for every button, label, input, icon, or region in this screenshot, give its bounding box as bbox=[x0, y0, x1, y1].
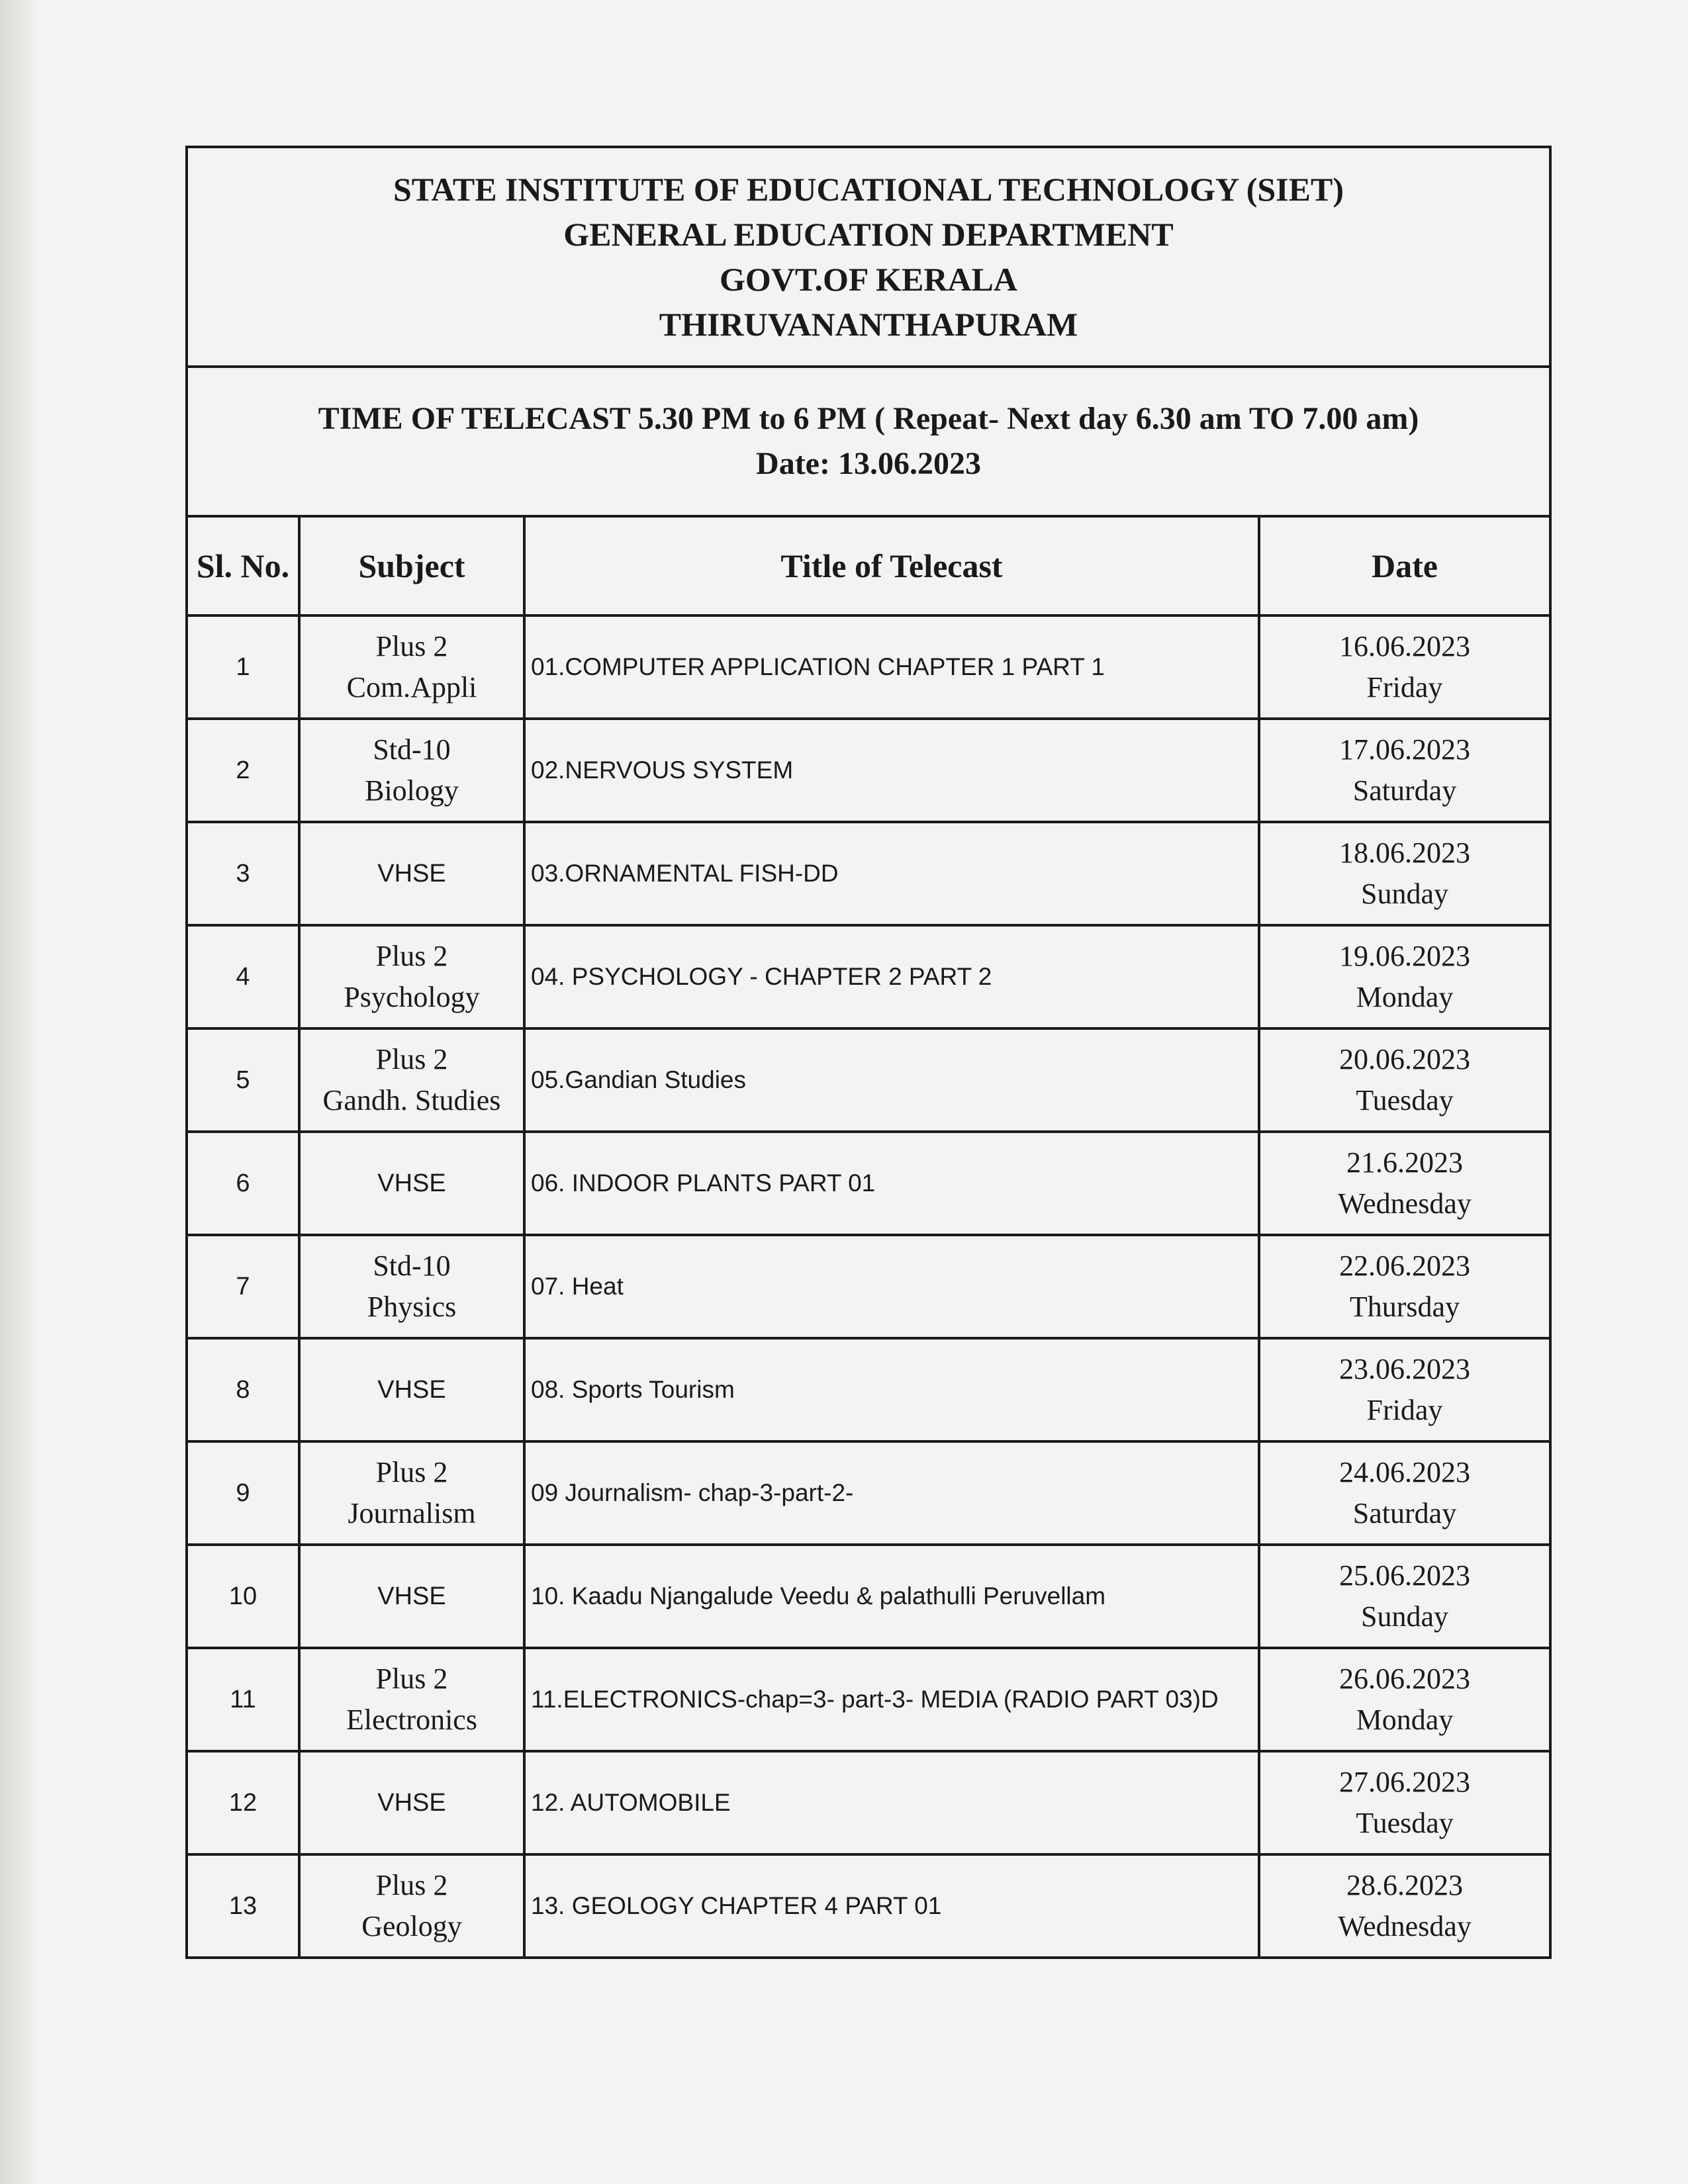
subject-line: VHSE bbox=[377, 1169, 446, 1197]
subject-line: Journalism bbox=[348, 1497, 476, 1529]
institution-name: STATE INSTITUTE OF EDUCATIONAL TECHNOLOGY (SIET) bbox=[393, 171, 1344, 208]
date-value: 23.06.2023 bbox=[1339, 1353, 1470, 1385]
day-value: Wednesday bbox=[1338, 1910, 1472, 1942]
government-name: GOVT.OF KERALA bbox=[719, 261, 1018, 298]
telecast-schedule-table bbox=[185, 146, 1552, 1959]
telecast-title-cell: 11.ELECTRONICS-chap=3- part-3- MEDIA (RADIO PART 03)D bbox=[524, 1648, 1259, 1751]
subject-cell bbox=[299, 1545, 524, 1648]
day-value: Monday bbox=[1356, 1704, 1454, 1736]
date-cell bbox=[1259, 925, 1550, 1028]
table-row bbox=[187, 1132, 1550, 1235]
date-value: 24.06.2023 bbox=[1339, 1456, 1470, 1488]
serial-number-cell: 11 bbox=[187, 1648, 299, 1751]
subject-line: Std-10 bbox=[373, 1250, 451, 1282]
date-cell bbox=[1259, 1545, 1550, 1648]
subject-line: Biology bbox=[365, 774, 459, 807]
telecast-title-cell: 07. Heat bbox=[524, 1235, 1259, 1338]
serial-number-cell: 1 bbox=[187, 615, 299, 719]
telecast-info-row bbox=[187, 367, 1550, 516]
date-value: 21.6.2023 bbox=[1346, 1146, 1463, 1179]
telecast-title-cell: 01.COMPUTER APPLICATION CHAPTER 1 PART 1 bbox=[524, 615, 1259, 719]
serial-number-cell: 7 bbox=[187, 1235, 299, 1338]
serial-number-cell: 12 bbox=[187, 1751, 299, 1854]
department-name: GENERAL EDUCATION DEPARTMENT bbox=[563, 216, 1174, 253]
subject-line: VHSE bbox=[377, 860, 446, 887]
day-value: Tuesday bbox=[1356, 1084, 1454, 1116]
telecast-title-cell: 10. Kaadu Njangalude Veedu & palathulli Peruvellam bbox=[524, 1545, 1259, 1648]
telecast-title-cell: 02.NERVOUS SYSTEM bbox=[524, 719, 1259, 822]
date-cell bbox=[1259, 1751, 1550, 1854]
subject-line: Geology bbox=[361, 1910, 462, 1942]
serial-number-cell: 9 bbox=[187, 1441, 299, 1545]
day-value: Saturday bbox=[1352, 1497, 1457, 1529]
subject-line: VHSE bbox=[377, 1582, 446, 1610]
table-row bbox=[187, 925, 1550, 1028]
date-value: 27.06.2023 bbox=[1339, 1766, 1470, 1798]
telecast-title-cell: 13. GEOLOGY CHAPTER 4 PART 01 bbox=[524, 1854, 1259, 1958]
subject-line: Plus 2 bbox=[375, 1456, 448, 1488]
table-row bbox=[187, 1235, 1550, 1338]
subject-cell bbox=[299, 615, 524, 719]
subject-line: VHSE bbox=[377, 1376, 446, 1404]
date-cell bbox=[1259, 719, 1550, 822]
column-header-row bbox=[187, 516, 1550, 615]
column-header-date: Date bbox=[1259, 516, 1550, 615]
subject-cell bbox=[299, 822, 524, 925]
subject-cell bbox=[299, 1648, 524, 1751]
subject-cell bbox=[299, 1235, 524, 1338]
telecast-date: Date: 13.06.2023 bbox=[756, 446, 981, 481]
telecast-title-cell: 08. Sports Tourism bbox=[524, 1338, 1259, 1441]
day-value: Friday bbox=[1366, 671, 1443, 704]
date-value: 16.06.2023 bbox=[1339, 630, 1470, 662]
column-header-sl-no: Sl. No. bbox=[187, 516, 299, 615]
subject-line: Plus 2 bbox=[375, 940, 448, 972]
institution-header-row bbox=[187, 147, 1550, 367]
serial-number-cell: 8 bbox=[187, 1338, 299, 1441]
date-cell bbox=[1259, 1338, 1550, 1441]
subject-cell bbox=[299, 925, 524, 1028]
subject-line: Com.Appli bbox=[346, 671, 477, 704]
date-cell bbox=[1259, 1854, 1550, 1958]
column-header-subject: Subject bbox=[299, 516, 524, 615]
column-header-title: Title of Telecast bbox=[524, 516, 1259, 615]
subject-line: Psychology bbox=[344, 981, 480, 1013]
date-value: 18.06.2023 bbox=[1339, 837, 1470, 869]
subject-line: VHSE bbox=[377, 1789, 446, 1817]
date-cell bbox=[1259, 1441, 1550, 1545]
subject-line: Plus 2 bbox=[375, 1662, 448, 1695]
institution-header bbox=[187, 147, 1550, 367]
subject-line: Electronics bbox=[346, 1704, 477, 1736]
date-value: 19.06.2023 bbox=[1339, 940, 1470, 972]
day-value: Tuesday bbox=[1356, 1807, 1454, 1839]
city-name: THIRUVANANTHAPURAM bbox=[659, 306, 1078, 343]
subject-line: Plus 2 bbox=[375, 1869, 448, 1901]
subject-cell bbox=[299, 1441, 524, 1545]
day-value: Wednesday bbox=[1338, 1187, 1472, 1220]
table-row bbox=[187, 1441, 1550, 1545]
subject-line: Physics bbox=[367, 1291, 457, 1323]
date-cell bbox=[1259, 1648, 1550, 1751]
subject-cell bbox=[299, 1028, 524, 1132]
day-value: Friday bbox=[1366, 1394, 1443, 1426]
serial-number-cell: 6 bbox=[187, 1132, 299, 1235]
table-row bbox=[187, 1751, 1550, 1854]
table-row bbox=[187, 1545, 1550, 1648]
subject-cell bbox=[299, 1751, 524, 1854]
serial-number-cell: 10 bbox=[187, 1545, 299, 1648]
serial-number-cell: 13 bbox=[187, 1854, 299, 1958]
subject-line: Plus 2 bbox=[375, 630, 448, 662]
telecast-time: TIME OF TELECAST 5.30 PM to 6 PM ( Repeat- Next day 6.30 am TO 7.00 am) bbox=[318, 401, 1419, 436]
schedule-rows bbox=[187, 615, 1550, 1958]
subject-cell bbox=[299, 719, 524, 822]
table-row bbox=[187, 1338, 1550, 1441]
serial-number-cell: 2 bbox=[187, 719, 299, 822]
table-row bbox=[187, 1028, 1550, 1132]
day-value: Saturday bbox=[1352, 774, 1457, 807]
serial-number-cell: 5 bbox=[187, 1028, 299, 1132]
subject-line: Plus 2 bbox=[375, 1043, 448, 1075]
date-cell bbox=[1259, 615, 1550, 719]
telecast-title-cell: 03.ORNAMENTAL FISH-DD bbox=[524, 822, 1259, 925]
telecast-title-cell: 04. PSYCHOLOGY - CHAPTER 2 PART 2 bbox=[524, 925, 1259, 1028]
telecast-title-cell: 05.Gandian Studies bbox=[524, 1028, 1259, 1132]
table-row bbox=[187, 615, 1550, 719]
date-value: 26.06.2023 bbox=[1339, 1662, 1470, 1695]
subject-cell bbox=[299, 1854, 524, 1958]
telecast-info bbox=[187, 367, 1550, 516]
serial-number-cell: 4 bbox=[187, 925, 299, 1028]
subject-cell bbox=[299, 1132, 524, 1235]
telecast-title-cell: 09 Journalism- chap-3-part-2- bbox=[524, 1441, 1259, 1545]
day-value: Sunday bbox=[1361, 1600, 1448, 1633]
table-row bbox=[187, 719, 1550, 822]
table-row bbox=[187, 822, 1550, 925]
day-value: Monday bbox=[1356, 981, 1454, 1013]
date-cell bbox=[1259, 822, 1550, 925]
date-cell bbox=[1259, 1132, 1550, 1235]
date-value: 22.06.2023 bbox=[1339, 1250, 1470, 1282]
serial-number-cell: 3 bbox=[187, 822, 299, 925]
day-value: Sunday bbox=[1361, 878, 1448, 910]
day-value: Thursday bbox=[1349, 1291, 1460, 1323]
table-row bbox=[187, 1854, 1550, 1958]
date-value: 20.06.2023 bbox=[1339, 1043, 1470, 1075]
subject-cell bbox=[299, 1338, 524, 1441]
table-row bbox=[187, 1648, 1550, 1751]
date-value: 25.06.2023 bbox=[1339, 1559, 1470, 1592]
date-cell bbox=[1259, 1028, 1550, 1132]
date-value: 28.6.2023 bbox=[1346, 1869, 1463, 1901]
page-edge-shadow bbox=[0, 0, 40, 2184]
telecast-title-cell: 06. INDOOR PLANTS PART 01 bbox=[524, 1132, 1259, 1235]
date-value: 17.06.2023 bbox=[1339, 733, 1470, 766]
subject-line: Std-10 bbox=[373, 733, 451, 766]
date-cell bbox=[1259, 1235, 1550, 1338]
subject-line: Gandh. Studies bbox=[322, 1084, 501, 1116]
telecast-title-cell: 12. AUTOMOBILE bbox=[524, 1751, 1259, 1854]
